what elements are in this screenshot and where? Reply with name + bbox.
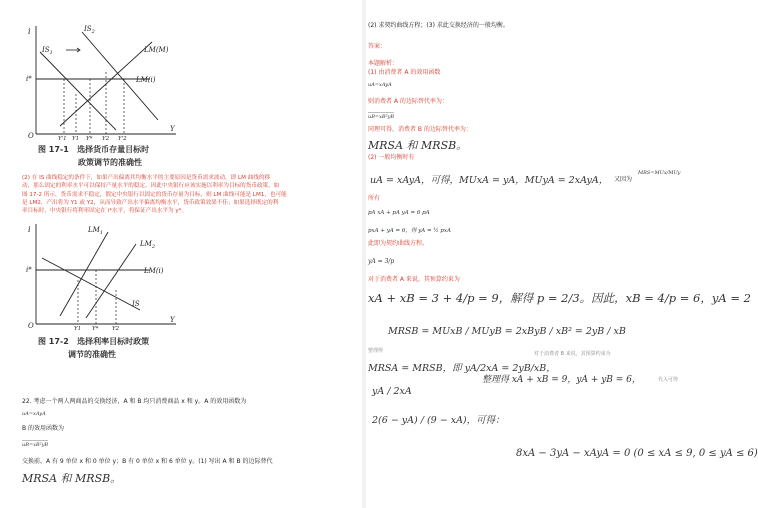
mrs-equality-equation: MRSA = MRSB，即 yA/2xA = 2yB/xB，	[368, 363, 556, 374]
because-label: 又因为	[614, 176, 633, 183]
fig1-y2-label: Y2	[102, 136, 110, 142]
mrs-a-b-formula-right: MRSA 和 MRSB。	[368, 139, 468, 152]
mrs-side-formula: MRS=MUx/MUy	[638, 170, 681, 176]
fig1-lmi-label: LM(i)	[136, 76, 156, 84]
utility-b-formula: uB=xB²yB	[22, 442, 49, 448]
mrs-a-b-formula: MRSA 和 MRSB。	[22, 472, 122, 485]
ya-price-fraction: yA = 3/p	[368, 258, 395, 265]
fig1-istar-label: i*	[26, 75, 32, 83]
contract-curve-equation: 8xA − 3yA − xAyA = 0 (0 ≤ xA ≤ 9, 0 ≤ yA ≤ 6)	[516, 448, 758, 459]
fig1-y1-label: Y1	[72, 136, 80, 142]
left-page	[0, 0, 362, 508]
analysis-step-4: (2) 一般均衡时有	[368, 154, 415, 161]
paragraph-interest-rate-target: (2) 在 IS 曲线稳定的条件下，如果产出偏离其均衡水平的主要原因是货币需求波动，即 LM 曲线的移 动，那么固定的利率水平可以保持产量水平的稳定。因此中央银行应该实施以利率为目标的货币政策。如 图 17-2 所示，货币需求不稳定，假定中央银行以固定的货币存量为目标，则 LM 曲线可能是 LM1，也可能 是 LM2，产出将为 Y1 或 Y2，从而导致产出水平偏离均衡水平，货币政策效果不佳；如果选择既定的利 率目标时，中央银行将利率固定在 i*水平，将保证产出水平为 y*。	[22, 175, 287, 215]
budget-constraint-a-label: 对于消费者 A 来说，其预算约束为	[368, 276, 460, 283]
is-curve	[42, 258, 140, 310]
analysis-step-2: 则消费者 A 的边际替代率为：	[368, 98, 448, 105]
fig2-y-label: Y	[170, 316, 175, 324]
fig1-lmm-label: LM(M)	[144, 46, 169, 54]
contract-curve-label: 此即为契约曲线方程。	[368, 240, 429, 247]
fig1-y-label: Y	[170, 125, 175, 133]
fig1-y1p-label: Y'1	[58, 136, 67, 142]
fig2-lmi-label: LM(i)	[144, 267, 164, 275]
figure-17-2	[20, 220, 180, 332]
fraction-resulting-equation: 2(6 − yA) / (9 − xA)，可得：	[372, 415, 505, 426]
fig2-lm1-label: $LM_1$	[88, 226, 104, 236]
question-22-text: 22. 考虑一个两人两商品的交换经济，A 和 B 均只消费商品 x 和 y。A 的效用函数为	[22, 398, 247, 405]
lm1-curve	[60, 232, 108, 316]
fig2-istar-label: i*	[26, 266, 32, 274]
fig1-y2p-label: Y'2	[118, 136, 127, 142]
budget-equation-2: pxA + yA = 6，得 yA = ½ pxA	[368, 228, 451, 234]
fig2-lm2-label: $LM_2$	[140, 240, 156, 250]
answer-label: 答案：	[368, 43, 387, 50]
simplify-label-1: 整理得	[368, 348, 384, 354]
right-page	[366, 0, 758, 508]
figure-17-1-caption: 图 17-1 选择货币存量目标时	[38, 145, 150, 154]
fig1-is1-label: $IS_1$	[42, 46, 53, 56]
figure-17-1-caption-line2: 政策调节的准确性	[78, 158, 142, 167]
figure-17-1	[20, 22, 180, 140]
utility-a-formula: uA=xAyA	[22, 411, 46, 417]
fig2-y1-label: Y1	[74, 326, 82, 332]
utility-a-formula-right: uA=xAyA	[368, 82, 392, 88]
question-parts-text: (2) 求契约曲线方程；(3) 求此交换经济的一般均衡。	[368, 22, 509, 29]
fig1-i-label: i	[28, 27, 31, 36]
fig1-ystar-label: Y*	[86, 136, 93, 142]
fraction-ya-over-2xa: yA / 2xA	[372, 386, 412, 397]
analysis-step-1: (1) 由消费者 A 的效用函数	[368, 69, 441, 76]
fig2-i-label: i	[28, 225, 31, 234]
utility-b-formula-right: uB=xB²yB	[368, 114, 395, 120]
figure-17-2-caption: 图 17-2 选择利率目标时政策	[38, 337, 150, 346]
fig2-ystar-label: Y*	[92, 326, 99, 332]
equilibrium-price-equation: xA + xB = 3 + 4/p = 9，解得 p = 2/3。因此，xB = 4/p = 6，yA = 2	[368, 291, 751, 305]
fig2-origin-label: O	[28, 322, 34, 330]
marginal-utility-equation: uA = xAyA，可得，MUxA = yA，MUyA = 2xAyA，	[370, 175, 609, 186]
b-utility-label: B 的效用函数为	[22, 425, 65, 432]
budget-equation-1: pA xA + pA yA = 6 pA	[368, 210, 430, 216]
fig1-origin-label: O	[28, 132, 34, 140]
therefore-label: 所有	[368, 195, 381, 202]
budget-constraint-b-label: 对于消费者 B 来说，其预算约束为	[534, 351, 611, 357]
mrs-b-equation: MRSB = MUxB / MUyB = 2xByB / xB² = 2yB / xB	[388, 326, 626, 337]
fig2-is-label: IS	[132, 300, 140, 308]
endowment-text: 交换前，A 有 9 单位 x 和 0 单位 y；B 有 0 单位 x 和 6 单位 y。(1) 写出 A 和 B 的边际替代	[22, 458, 273, 465]
figure-17-2-caption-line2: 调节的准确性	[68, 350, 116, 359]
is1-curve	[40, 52, 116, 130]
analysis-label: 本题解析：	[368, 60, 399, 67]
substitute-label: 代入可得	[658, 377, 679, 383]
analysis-step-3: 同理可得，消费者 B 的边际替代率为：	[368, 126, 472, 133]
fig1-is2-label: $IS_2$	[84, 25, 95, 35]
lm2-curve	[86, 244, 136, 318]
resource-constraint-equation: 整理得 xA + xB = 9，yA + yB = 6，	[482, 375, 641, 385]
fig2-y2-label: Y2	[112, 326, 120, 332]
